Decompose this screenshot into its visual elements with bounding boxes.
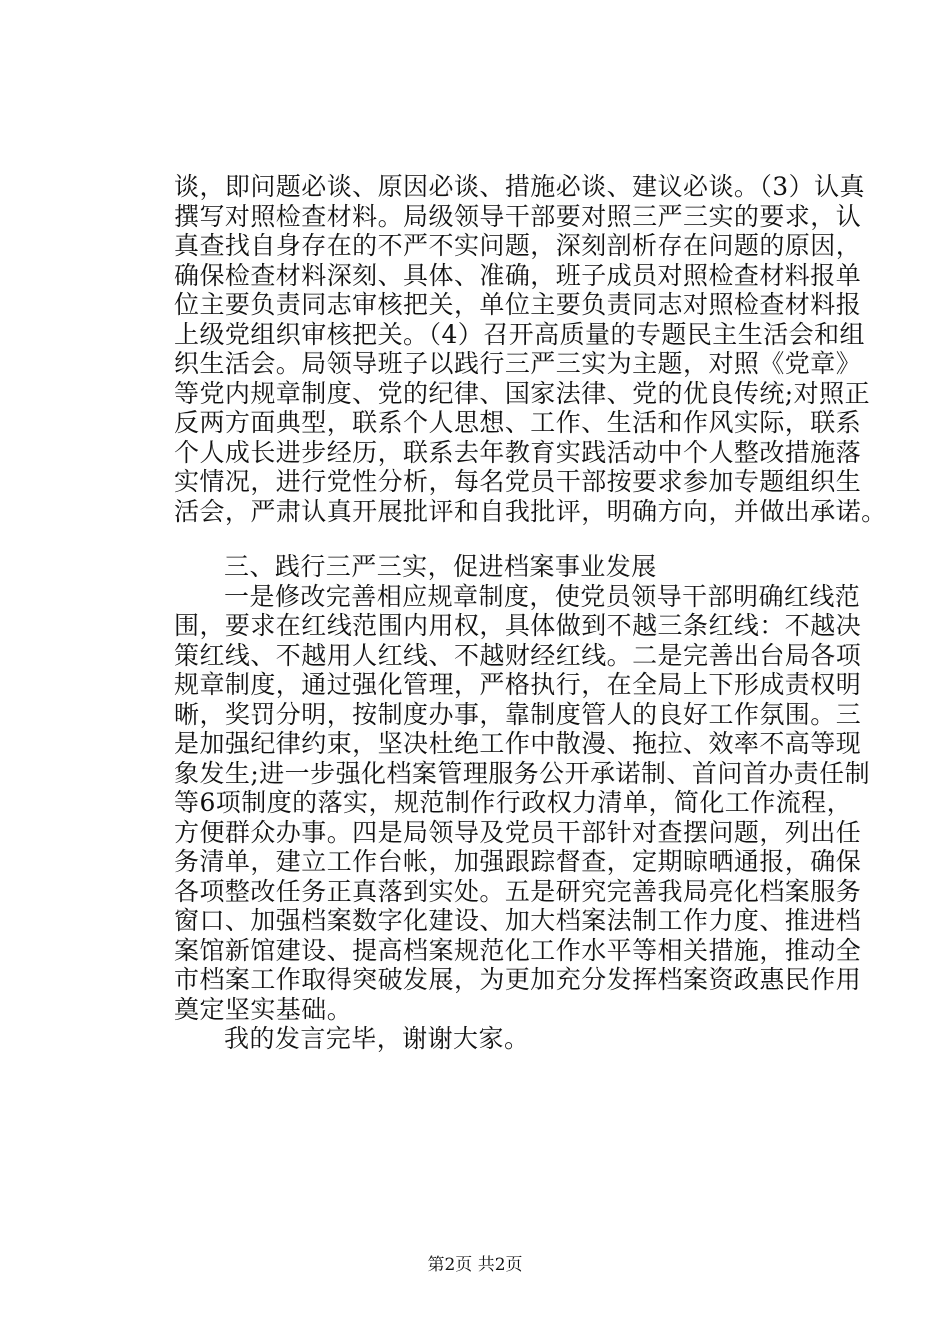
text-line: 围，要求在红线范围内用权，具体做到不越三条红线：不越决	[174, 611, 862, 640]
text-line: 是加强纪律约束，坚决杜绝工作中散漫、拖拉、效率不高等现	[174, 729, 862, 758]
paragraph-1	[174, 172, 887, 526]
document-body	[174, 172, 887, 1054]
text-line: 象发生;进一步强化档案管理服务公开承诺制、首问首办责任制	[174, 758, 871, 788]
text-line: 策红线、不越用人红线、不越财经红线。二是完善出台局各项	[174, 640, 862, 670]
text-line: 等党内规章制度、党的纪律、国家法律、党的优良传统;对照正	[174, 378, 871, 408]
paragraph-gap	[174, 526, 854, 552]
closing-remark: 我的发言完毕，谢谢大家。	[224, 1024, 530, 1053]
text-line: 等6项制度的落实，规范制作行政权力清单，简化工作流程，	[174, 788, 853, 817]
paragraph-2	[174, 581, 871, 1025]
text-line: 活会，严肃认真开展批评和自我批评，明确方向，并做出承诺。	[174, 496, 887, 526]
section-heading: 三、践行三严三实，促进档案事业发展	[224, 552, 657, 581]
text-line: 位主要负责同志审核把关，单位主要负责同志对照检查材料报	[174, 290, 862, 319]
text-line: 规章制度，通过强化管理，严格执行，在全局上下形成责权明	[174, 670, 862, 699]
text-line: 案馆新馆建设、提高档案规范化工作水平等相关措施，推动全	[174, 935, 862, 965]
text-line: 各项整改任务正真落到实处。五是研究完善我局亮化档案服务	[174, 876, 862, 906]
text-line: 窗口、加强档案数字化建设、加大档案法制工作力度、推进档	[174, 906, 862, 935]
text-line: 谈，即问题必谈、原因必谈、措施必谈、建议必谈。（3）认真	[174, 172, 866, 201]
text-line: 务清单，建立工作台帐，加强跟踪督查，定期晾晒通报，确保	[174, 847, 862, 876]
text-line: 奠定坚实基础。	[174, 994, 353, 1024]
text-line: 市档案工作取得突破发展，为更加充分发挥档案资政惠民作用	[174, 965, 862, 994]
text-line: 上级党组织审核把关。（4）召开高质量的专题民主生活会和组	[174, 319, 866, 349]
text-line: 真查找自身存在的不严不实问题，深刻剖析存在问题的原因，	[174, 231, 862, 260]
text-line: 反两方面典型，联系个人思想、工作、生活和作风实际，联系	[174, 408, 862, 437]
text-line: 织生活会。局领导班子以践行三严三实为主题，对照《党章》	[174, 349, 862, 378]
text-line: 实情况，进行党性分析，每名党员干部按要求参加专题组织生	[174, 467, 862, 496]
text-line: 方便群众办事。四是局领导及党员干部针对查摆问题，列出任	[174, 817, 862, 847]
text-line: 一是修改完善相应规章制度，使党员领导干部明确红线范	[224, 581, 861, 611]
text-line: 确保检查材料深刻、具体、准确，班子成员对照检查材料报单	[174, 260, 862, 290]
text-line: 晰，奖罚分明，按制度办事，靠制度管人的良好工作氛围。三	[174, 699, 862, 729]
text-line: 撰写对照检查材料。局级领导干部要对照三严三实的要求，认	[174, 201, 862, 231]
page-number-footer: 第2页 共2页	[427, 1255, 523, 1275]
text-line: 个人成长进步经历，联系去年教育实践活动中个人整改措施落	[174, 437, 862, 467]
